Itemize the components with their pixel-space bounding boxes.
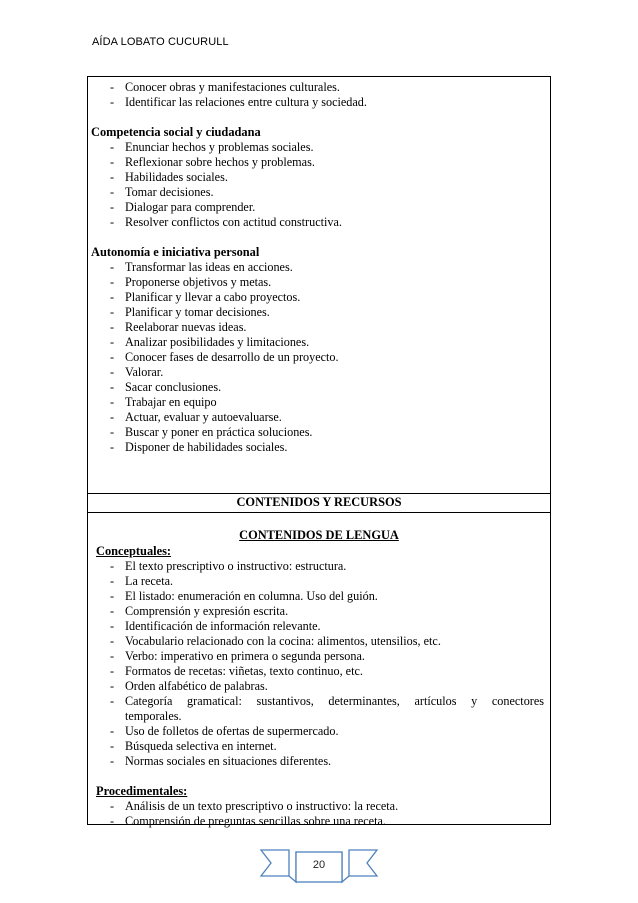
list-item: - Habilidades sociales. bbox=[88, 170, 550, 185]
wrapped-line-2: temporales. bbox=[125, 709, 182, 723]
list-item: - Conocer obras y manifestaciones culturales. bbox=[88, 80, 550, 95]
list-item-wrapped bbox=[88, 694, 550, 724]
list-item: - Formatos de recetas: viñetas, texto continuo, etc. bbox=[88, 664, 550, 679]
social-competence-heading: Competencia social y ciudadana bbox=[91, 125, 261, 139]
list-item: - Búsqueda selectiva en internet. bbox=[88, 739, 550, 754]
list-item: - Conocer fases de desarrollo de un proyecto. bbox=[88, 350, 550, 365]
list-item: - Normas sociales en situaciones diferentes. bbox=[88, 754, 550, 769]
list-item: - Planificar y tomar decisiones. bbox=[88, 305, 550, 320]
list-item: - Análisis de un texto prescriptivo o instructivo: la receta. bbox=[88, 799, 550, 814]
list-item: - Tomar decisiones. bbox=[88, 185, 550, 200]
wrapped-line-1: Categoría gramatical: sustantivos, determinantes, artículos y conectores bbox=[125, 694, 544, 708]
contents-resources-title: CONTENIDOS Y RECURSOS bbox=[236, 495, 402, 509]
list-item: - Resolver conflictos con actitud constructiva. bbox=[88, 215, 550, 230]
list-item: - Proponerse objetivos y metas. bbox=[88, 275, 550, 290]
competencies-box bbox=[87, 76, 551, 494]
contents-title-row bbox=[87, 494, 551, 513]
list-item: - Transformar las ideas en acciones. bbox=[88, 260, 550, 275]
list-item: - Verbo: imperativo en primera o segunda persona. bbox=[88, 649, 550, 664]
social-competence-list bbox=[88, 140, 550, 230]
page-number-ribbon bbox=[259, 846, 379, 886]
autonomy-heading: Autonomía e iniciativa personal bbox=[91, 245, 260, 259]
list-item: - Valorar. bbox=[88, 365, 550, 380]
document-header-author: AÍDA LOBATO CUCURULL bbox=[92, 36, 229, 48]
list-item: - Actuar, evaluar y autoevaluarse. bbox=[88, 410, 550, 425]
list-item: - Disponer de habilidades sociales. bbox=[88, 440, 550, 455]
list-item: - Analizar posibilidades y limitaciones. bbox=[88, 335, 550, 350]
list-item: - La receta. bbox=[88, 574, 550, 589]
list-item: - Identificar las relaciones entre cultura y sociedad. bbox=[88, 95, 550, 110]
list-item: - Reelaborar nuevas ideas. bbox=[88, 320, 550, 335]
list-item: - Identificación de información relevante. bbox=[88, 619, 550, 634]
contents-box bbox=[87, 513, 551, 828]
list-item: - Buscar y poner en práctica soluciones. bbox=[88, 425, 550, 440]
list-item: - Comprensión y expresión escrita. bbox=[88, 604, 550, 619]
list-item: - Vocabulario relacionado con la cocina: alimentos, utensilios, etc. bbox=[88, 634, 550, 649]
list-item: - Sacar conclusiones. bbox=[88, 380, 550, 395]
language-contents-subtitle: CONTENIDOS DE LENGUA bbox=[239, 528, 399, 542]
list-item: - Uso de folletos de ofertas de supermercado. bbox=[88, 724, 550, 739]
procedural-heading: Procedimentales: bbox=[96, 784, 188, 798]
autonomy-list bbox=[88, 260, 550, 455]
list-item: - Planificar y llevar a cabo proyectos. bbox=[88, 290, 550, 305]
list-item: - Comprensión de preguntas sencillas sobre una receta. bbox=[88, 814, 550, 829]
list-item: - Reflexionar sobre hechos y problemas. bbox=[88, 155, 550, 170]
list-item: - El texto prescriptivo o instructivo: estructura. bbox=[88, 559, 550, 574]
list-item: - Dialogar para comprender. bbox=[88, 200, 550, 215]
page-number: 20 bbox=[312, 859, 326, 871]
list-item: - El listado: enumeración en columna. Uso del guión. bbox=[88, 589, 550, 604]
conceptual-list bbox=[88, 559, 550, 769]
conceptual-heading: Conceptuales: bbox=[96, 544, 172, 558]
list-item: - Orden alfabético de palabras. bbox=[88, 679, 550, 694]
procedural-list bbox=[88, 799, 550, 829]
intro-list bbox=[88, 80, 550, 110]
list-item: - Trabajar en equipo bbox=[88, 395, 550, 410]
list-item: - Enunciar hechos y problemas sociales. bbox=[88, 140, 550, 155]
